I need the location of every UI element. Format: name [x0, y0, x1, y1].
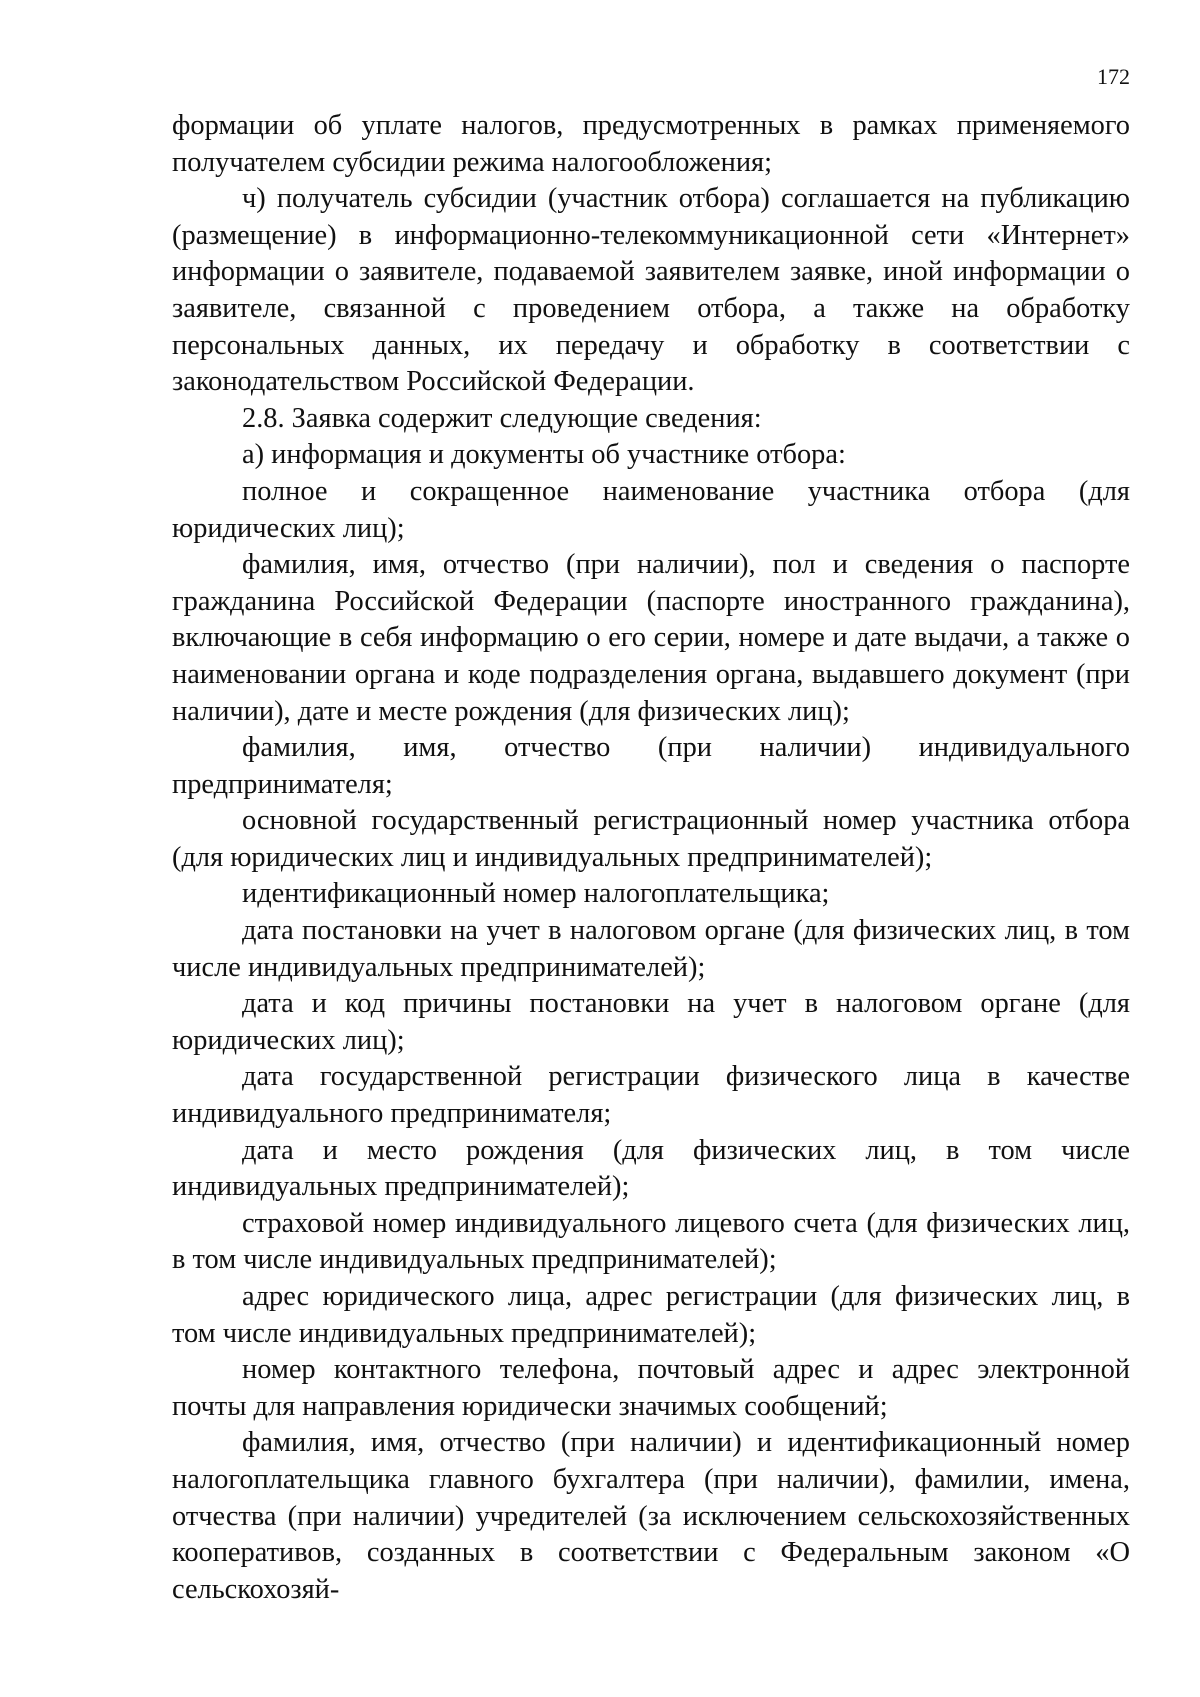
- document-body: [172, 108, 1130, 1608]
- list-item: дата и место рождения (для физических лиц, в том числе индивидуальных предпринимателей);: [172, 1134, 1130, 1203]
- list-item: фамилия, имя, отчество (при наличии), пол и сведения о паспорте гражданина Российской Федерации (паспорте иностранного гражданина), включающие в себя информацию о его серии, номере и дате выдачи, а также о наименовании органа и коде подразделения органа, выдавшего документ (при наличии), дате и месте рождения (для физических лиц);: [172, 549, 1130, 727]
- list-item: фамилия, имя, отчество (при наличии) индивидуального предпринимателя;: [172, 732, 1130, 800]
- paragraph-item-ch: ч) получатель субсидии (участник отбора) соглашается на публикацию (размещение) в информационно-телекоммуникационной сети «Интернет» информации о заявителе, подаваемой заявителем заявке, иной информации о заявителе, связанной с проведением отбора, а также на обработку персональных данных, их передачу и обработку в соответствии с законодательством Российской Федерации.: [172, 183, 1130, 398]
- list-item: адрес юридического лица, адрес регистрации (для физических лиц, в том числе индивидуальных предпринимателей);: [172, 1281, 1130, 1349]
- list-item: полное и сокращенное наименование участника отбора (для юридических лиц);: [172, 475, 1130, 544]
- page-number: 172: [1097, 64, 1130, 89]
- list-item: дата постановки на учет в налоговом органе (для физических лиц, в том числе индивидуальных предпринимателей);: [172, 915, 1130, 983]
- paragraph-section-2-8: 2.8. Заявка содержит следующие сведения:: [242, 402, 762, 434]
- list-item: страховой номер индивидуального лицевого счета (для физических лиц, в том числе индивидуальных предпринимателей);: [172, 1207, 1130, 1276]
- paragraph-continuation: формации об уплате налогов, предусмотренных в рамках применяемого получателем субсидии режима налогообложения;: [172, 110, 1130, 178]
- list-item: идентификационный номер налогоплательщика;: [242, 878, 830, 910]
- list-item: номер контактного телефона, почтовый адрес и адрес электронной почты для направления юридически значимых сообщений;: [172, 1354, 1130, 1422]
- list-item: фамилия, имя, отчество (при наличии) и идентификационный номер налогоплательщика главного бухгалтера (при наличии), фамилии, имена, отчества (при наличии) учредителей (за исключением сельскохозяйственных кооперативов, созданных в соответствии с Федеральным законом «О сельскохозяй-: [172, 1427, 1130, 1605]
- list-item: основной государственный регистрационный номер участника отбора (для юридических лиц и индивидуальных предпринимателей);: [172, 805, 1130, 873]
- paragraph-item-a: а) информация и документы об участнике отбора:: [242, 439, 846, 471]
- list-item: дата государственной регистрации физического лица в качестве индивидуального предпринимателя;: [172, 1061, 1130, 1130]
- list-item: дата и код причины постановки на учет в налоговом органе (для юридических лиц);: [172, 988, 1130, 1056]
